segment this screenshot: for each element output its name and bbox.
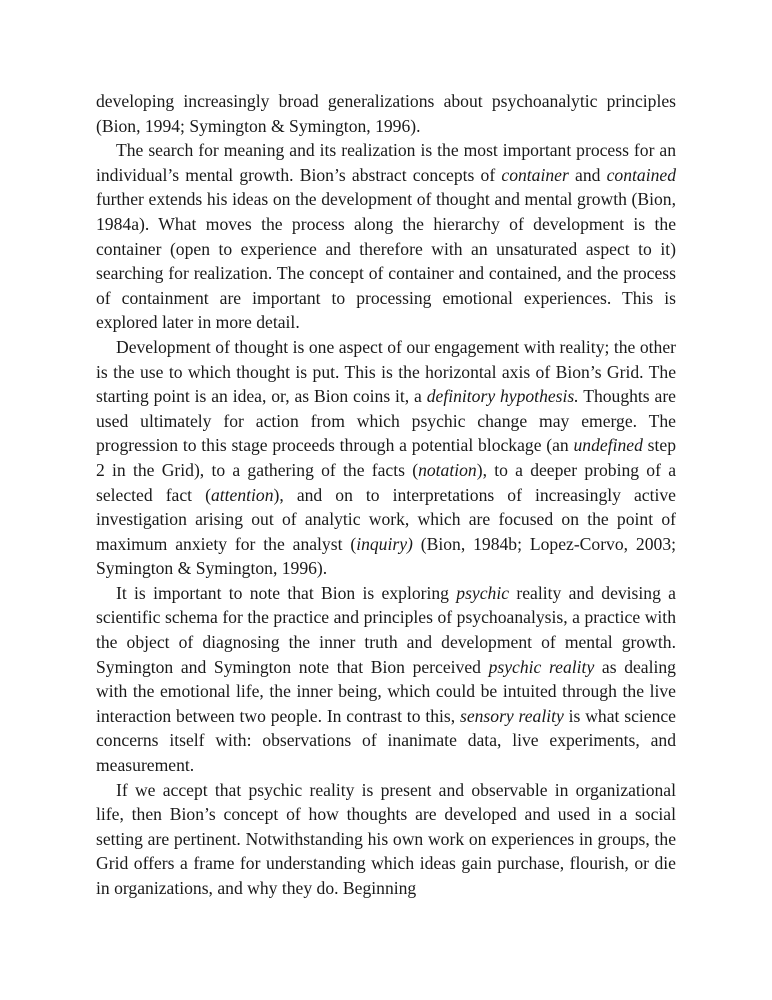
italic-text: sensory reality (459, 705, 564, 726)
italic-text: container (501, 164, 569, 185)
text-run: It is important to note that Bion is exploring (116, 582, 457, 603)
text-run: and (568, 164, 607, 185)
italic-text: attention (210, 484, 274, 505)
paragraph (96, 778, 676, 901)
text-run: If we accept that psychic reality is present and observable in organizational life, then Bion’s concept of how thoughts are developed and used in a social setting are pertinent. Notwithstanding his own work on experiences in groups, the Grid offers a frame for understanding which ideas gain purchase, flourish, or die in organizations, and why they do. Beginning (96, 779, 676, 898)
paragraph (96, 581, 676, 778)
text-run: (Bion, 1984b; Lopez-Corvo, 2003; Symington & Symington, 1996). (96, 533, 677, 579)
italic-text: inquiry) (356, 533, 413, 554)
italic-text: psychic (456, 582, 510, 603)
italic-text: notation (418, 459, 477, 480)
text-run: Thoughts are used ultimately for action from which psychic change may emerge. The progression to this stage proceeds through a potential blockage (an (96, 386, 676, 456)
text-run: as dealing with the emotional life, the inner being, which could be intuited through the live interaction between two people. In contrast to this, (96, 656, 676, 726)
text-run: ), to a deeper probing of a selected fact ( (96, 459, 676, 505)
italic-text: undefined (573, 435, 643, 456)
text-run: developing increasingly broad generalizations about psychoanalytic principles (Bion, 1994; Symington & Symington, 1996). (96, 91, 676, 136)
italic-text: definitory hypothesis. (426, 386, 579, 407)
text-run: is what science concerns itself with: observations of inanimate data, live experiments, and measurement. (96, 705, 676, 776)
text-run: ), and on to interpretations of increasingly active investigation arising out of analytic work, which are focused on the point of maximum anxiety for the analyst ( (96, 484, 676, 554)
text-run: reality and devising a scientific schema for the practice and principles of psychoanalysis, a practice with the object of diagnosing the inner truth and development of mental growth. Symington and Symington note that Bion perceived (96, 582, 676, 677)
paragraph (96, 138, 676, 335)
text-run: step 2 in the Grid), to a gathering of the facts ( (96, 435, 676, 480)
paragraph (96, 89, 676, 138)
text-run: The search for meaning and its realization is the most important process for an individual’s mental growth. Bion’s abstract concepts of (96, 140, 676, 185)
paragraph (96, 335, 676, 581)
italic-text: contained (606, 164, 676, 185)
text-run: Development of thought is one aspect of our engagement with reality; the other is the use to which thought is put. This is the horizontal axis of Bion’s Grid. The starting point is an idea, or, as Bion coins it, a (96, 336, 676, 407)
text-run: further extends his ideas on the development of thought and mental growth (Bion, 1984a). What moves the process along the hierarchy of development is the container (open to experience and therefore with an unsaturated aspect to it) searching for realization. The concept of container and contained, and the process of containment are important to processing emotional experiences. This is explored later in more detail. (96, 189, 676, 333)
italic-text: psychic reality (488, 656, 595, 677)
body-text (96, 89, 676, 901)
